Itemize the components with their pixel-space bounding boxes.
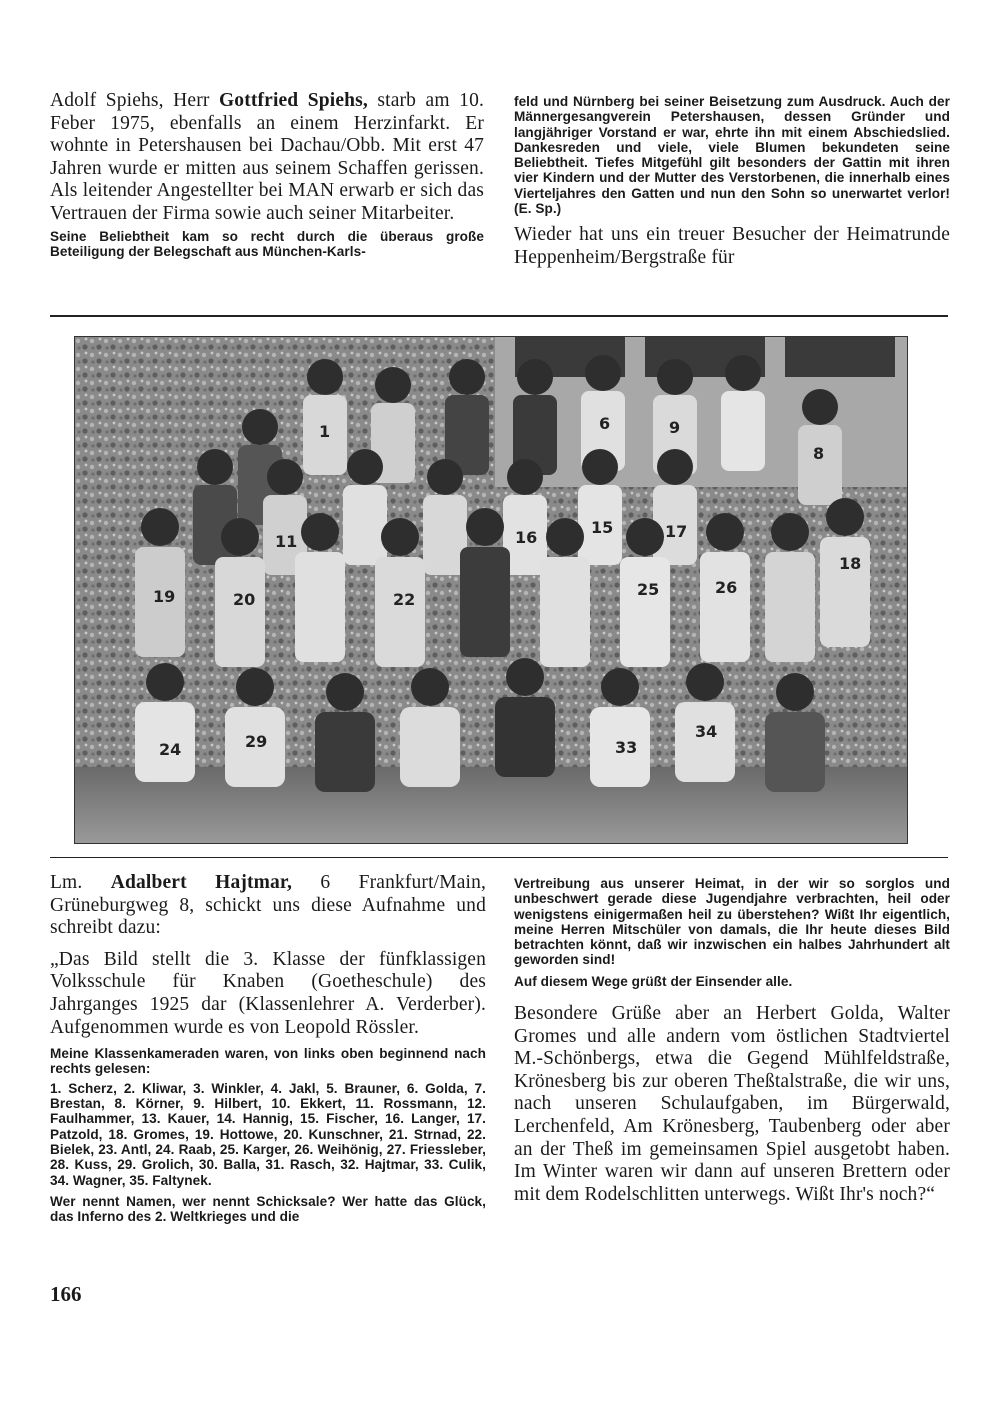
letter-intro xyxy=(50,872,486,940)
photo-number-label: 15 xyxy=(591,518,614,537)
photo-number-label: 18 xyxy=(839,554,862,573)
funeral-text: feld und Nürnberg bei seiner Beisetzung zum Ausdruck. Auch der Männergesangverein Petershausen, dessen Gründer und langjähriger Vorstand er war, ehrte ihn mit einem Abschiedslied. Dankesreden und viele, viele Blumen bekundeten seine Beliebtheit. Tiefes Mitgefühl gilt besonders der Gattin mit ihren vier Kindern und der Mutter des Verstorbenen, die innerhalb eines Vierteljahres den Gatten und nun den Sohn so unerwartet verlor! (E. Sp.) xyxy=(514,94,950,217)
photo-number-label: 22 xyxy=(393,590,416,609)
letter-intro-text: 6 Frankfurt/Main, Grüneburgweg 8, schickt uns diese Aufnahme und schreibt dazu: xyxy=(50,872,486,939)
top-right-column xyxy=(514,94,950,270)
photo-number-label: 9 xyxy=(669,418,681,437)
photo-number-label: 20 xyxy=(233,590,256,609)
obituary-paragraph xyxy=(50,90,484,226)
photo-number-label: 6 xyxy=(599,414,611,433)
obituary-name: Gottfried Spiehs, xyxy=(218,90,368,111)
obituary-small-text: Seine Beliebtheit kam so recht durch die überaus große Beteiligung der Belegschaft aus München-Karls- xyxy=(50,228,484,259)
top-left-column xyxy=(50,90,484,259)
obituary-text: starb am 10. Feber 1975, ebenfalls an einem Herzinfarkt. Er wohnte in Petershausen bei Dachau/Obb. Mit erst 47 Jahren wurde er mitten aus seinem Schaffen gerissen. Als leitender Angestellter bei MAN erwarb er sich das Vertrauen der Firma sowie auch seiner Mitarbeiter. xyxy=(50,90,484,224)
visitor-intro: Wieder hat uns ein treuer Besucher der Heimatrunde Heppenheim/Bergstraße für xyxy=(514,224,950,268)
photo-number-label: 16 xyxy=(515,528,538,547)
photo-number-label: 24 xyxy=(159,740,182,759)
photo-number-label: 1 xyxy=(319,422,331,441)
classmates-list: 1. Scherz, 2. Kliwar, 3. Winkler, 4. Jakl, 5. Brauner, 6. Golda, 7. Brestan, 8. Körner, 9. Hilbert, 10. Ekkert, 11. Rossmann, 12. Faulhammer, 13. Kauer, 14. Hannig, 15. Fischer, 16. Langer, 17. Patzold, 18. Gromes, 19. Hottowe, 20. Kunschner, 21. Strnad, 22. Bielek, 23. Antl, 24. Raab, 25. Karger, 26. Weihönig, 27. Friessleber, 28. Kuss, 29. Grolich, 30. Balla, 31. Rasch, 32. Hajtmar, 33. Culik, 34. Wagner, 35. Faltynek. xyxy=(50,1080,486,1188)
photo-number-label: 33 xyxy=(615,738,638,757)
classmates-intro: Meine Klassenkameraden waren, von links oben beginnend nach rechts gelesen: xyxy=(50,1046,486,1077)
photo-number-label: 25 xyxy=(637,580,660,599)
page-number: 166 xyxy=(50,1282,82,1306)
bottom-right-column xyxy=(514,876,950,1206)
photo-number-label: 26 xyxy=(715,578,738,597)
class-photo xyxy=(74,336,908,844)
top-rule xyxy=(50,315,948,317)
photo-bottom-rule xyxy=(50,857,948,858)
photo-number-label: 17 xyxy=(665,522,688,541)
letter-intro-prefix: Lm. xyxy=(50,872,111,893)
photo-number-label: 11 xyxy=(275,532,298,551)
bottom-left-column xyxy=(50,872,486,1224)
expulsion-text: Vertreibung aus unserer Heimat, in der wir so sorglos und unbeschwert gerade diese Jugendjahre verbrachten, heil oder wenigstens einigermaßen heil zu überstehen? Wißt Ihr eigentlich, meine Herren Mitschüler von damals, die Ihr heute dieses Bild betrachten könnt, daß wir inzwischen ein halbes Jahrhundert alt geworden sind! xyxy=(514,876,950,968)
photo-number-label: 8 xyxy=(813,444,825,463)
special-greetings: Besondere Grüße aber an Herbert Golda, Walter Gromes und alle andern vom östlichen Stadtviertel M.-Schönbergs, etwa die Gegend Mühlfeldstraße, Krönesberg bis zur oberen Theßtalstraße, die wir uns, nach unseren Schulaufgaben, im Bürgerwald, Lerchenfeld, Am Krönesberg, Taubenberg oder aber an der Theß im gemeinsamen Spiel ausgetobt haben. Im Winter waren wir dann auf unseren Brettern oder mit dem Rodelschlitten unterwegs. Wißt Ihr's noch?“ xyxy=(514,1003,950,1205)
photo-number-label: 34 xyxy=(695,722,718,741)
letter-quote: „Das Bild stellt die 3. Klasse der fünfklassigen Volksschule für Knaben (Goetheschule) des Jahrganges 1925 dar (Klassenlehrer A. Verderber). Aufgenommen wurde es von Leopold Rössler. xyxy=(50,948,486,1038)
letter-closing: Wer nennt Namen, wer nennt Schicksale? Wer hatte das Glück, das Inferno des 2. Weltkrieges und die xyxy=(50,1193,486,1225)
photo-number-label: 29 xyxy=(245,732,268,751)
sender-name: Adalbert Hajtmar, xyxy=(110,872,292,893)
class-photo-illustration xyxy=(75,337,908,844)
obituary-text-start: Adolf Spiehs, Herr xyxy=(50,90,219,111)
photo-number-label: 19 xyxy=(153,587,176,606)
greeting-line: Auf diesem Wege grüßt der Einsender alle. xyxy=(514,973,793,989)
